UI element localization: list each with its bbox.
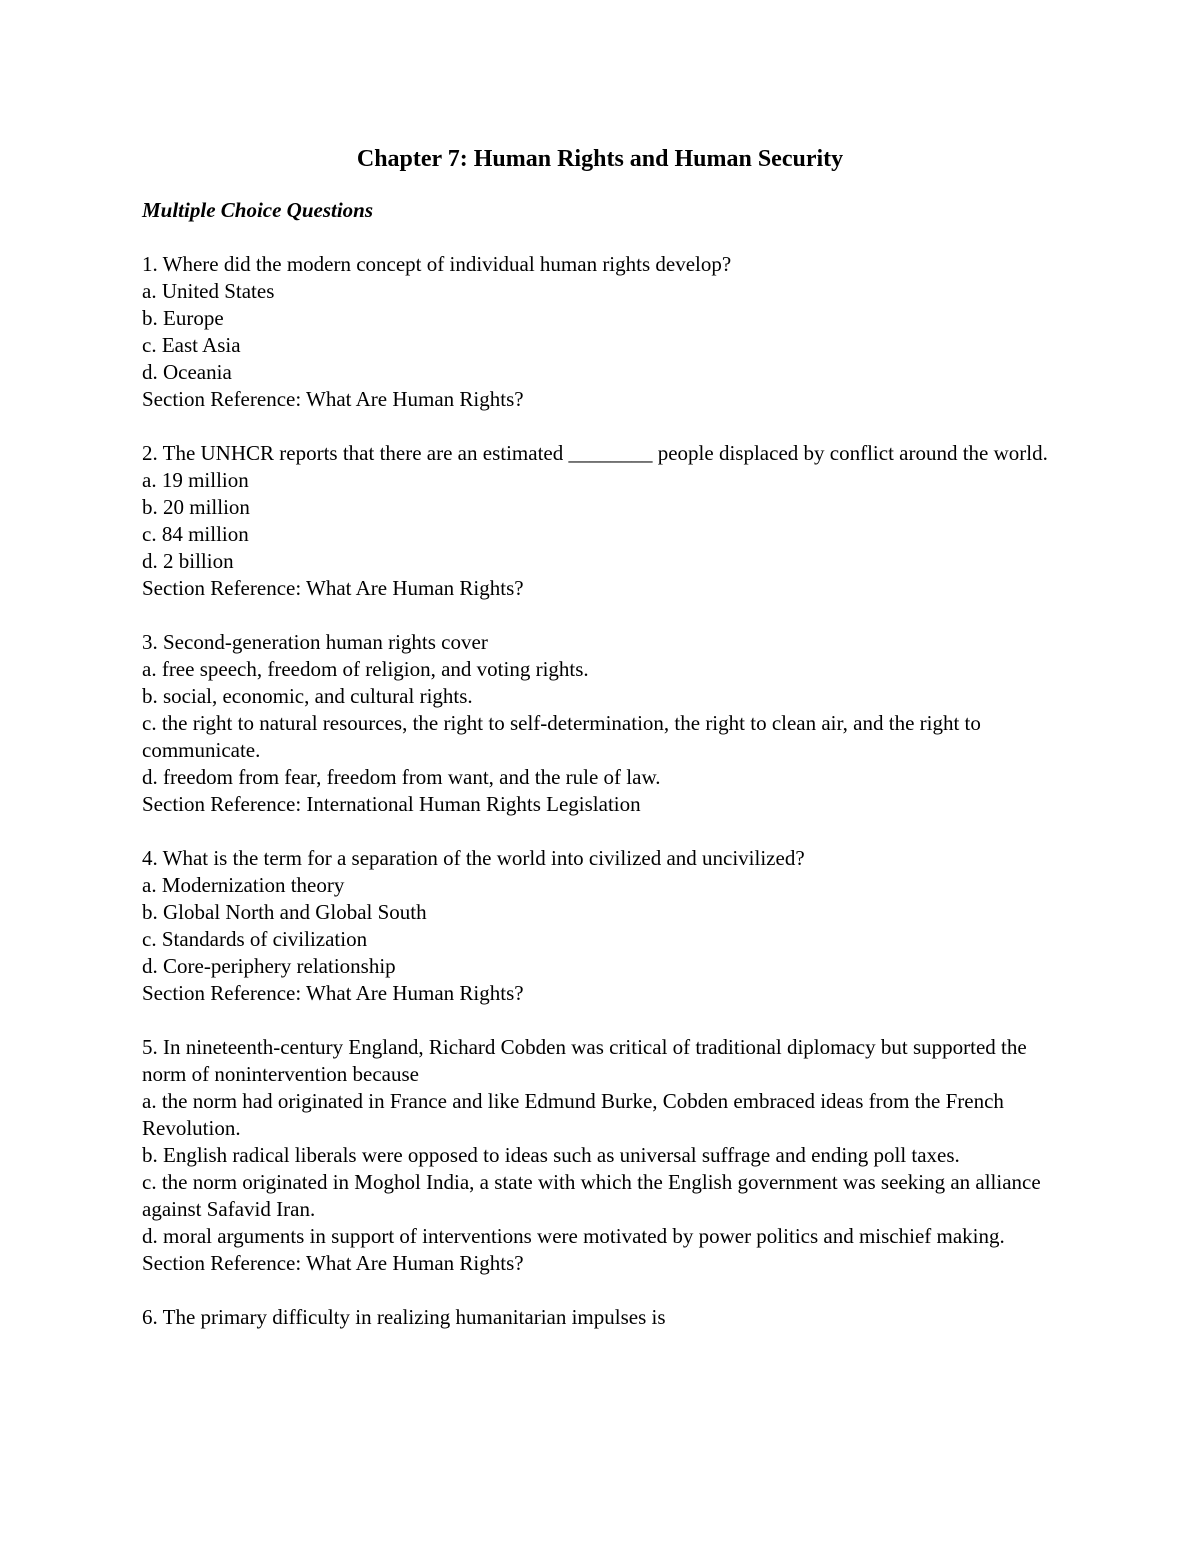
answer-option: c. Standards of civilization bbox=[142, 927, 368, 951]
section-reference: Section Reference: What Are Human Rights? bbox=[142, 387, 524, 411]
answer-option: d. 2 billion bbox=[142, 549, 234, 573]
section-reference: Section Reference: What Are Human Rights? bbox=[142, 981, 524, 1005]
answer-option: a. United States bbox=[142, 279, 275, 303]
answer-option: b. 20 million bbox=[142, 495, 250, 519]
question-list bbox=[142, 251, 1072, 1358]
answer-option: d. Core-periphery relationship bbox=[142, 954, 396, 978]
section-reference: Section Reference: International Human Rights Legislation bbox=[142, 792, 641, 816]
answer-option: c. East Asia bbox=[142, 333, 241, 357]
question-2 bbox=[142, 440, 1072, 602]
question-5 bbox=[142, 1034, 1072, 1277]
answer-option: a. 19 million bbox=[142, 468, 249, 492]
question-6 bbox=[142, 1304, 1072, 1331]
section-reference: Section Reference: What Are Human Rights? bbox=[142, 1251, 524, 1275]
answer-option: b. Global North and Global South bbox=[142, 900, 427, 924]
answer-option: b. Europe bbox=[142, 306, 224, 330]
question-stem: 3. Second-generation human rights cover bbox=[142, 630, 488, 654]
section-heading: Multiple Choice Questions bbox=[142, 198, 374, 222]
question-stem: 6. The primary difficulty in realizing humanitarian impulses is bbox=[142, 1305, 666, 1329]
answer-option: c. the right to natural resources, the right to self-determination, the right to clean air, and the right to communicate. bbox=[142, 711, 981, 762]
answer-option: d. Oceania bbox=[142, 360, 232, 384]
question-stem: 4. What is the term for a separation of the world into civilized and uncivilized? bbox=[142, 846, 805, 870]
answer-option: c. the norm originated in Moghol India, a state with which the English government was seeking an alliance against Safavid Iran. bbox=[142, 1170, 1041, 1221]
question-1 bbox=[142, 251, 1072, 413]
answer-option: b. English radical liberals were opposed to ideas such as universal suffrage and ending poll taxes. bbox=[142, 1143, 960, 1167]
answer-option: d. freedom from fear, freedom from want, and the rule of law. bbox=[142, 765, 661, 789]
answer-option: a. the norm had originated in France and like Edmund Burke, Cobden embraced ideas from the French Revolution. bbox=[142, 1089, 1004, 1140]
chapter-title: Chapter 7: Human Rights and Human Security bbox=[356, 146, 844, 172]
answer-option: d. moral arguments in support of interventions were motivated by power politics and mischief making. bbox=[142, 1224, 1005, 1248]
answer-option: a. free speech, freedom of religion, and voting rights. bbox=[142, 657, 589, 681]
question-stem: 1. Where did the modern concept of individual human rights develop? bbox=[142, 252, 732, 276]
question-4 bbox=[142, 845, 1072, 1007]
answer-option: b. social, economic, and cultural rights. bbox=[142, 684, 473, 708]
question-stem: 2. The UNHCR reports that there are an estimated ________ people displaced by conflict around the world. bbox=[142, 441, 1048, 465]
section-reference: Section Reference: What Are Human Rights? bbox=[142, 576, 524, 600]
question-3 bbox=[142, 629, 1072, 818]
answer-option: a. Modernization theory bbox=[142, 873, 345, 897]
answer-option: c. 84 million bbox=[142, 522, 249, 546]
question-stem: 5. In nineteenth-century England, Richard Cobden was critical of traditional diplomacy but supported the norm of nonintervention because bbox=[142, 1035, 1027, 1086]
